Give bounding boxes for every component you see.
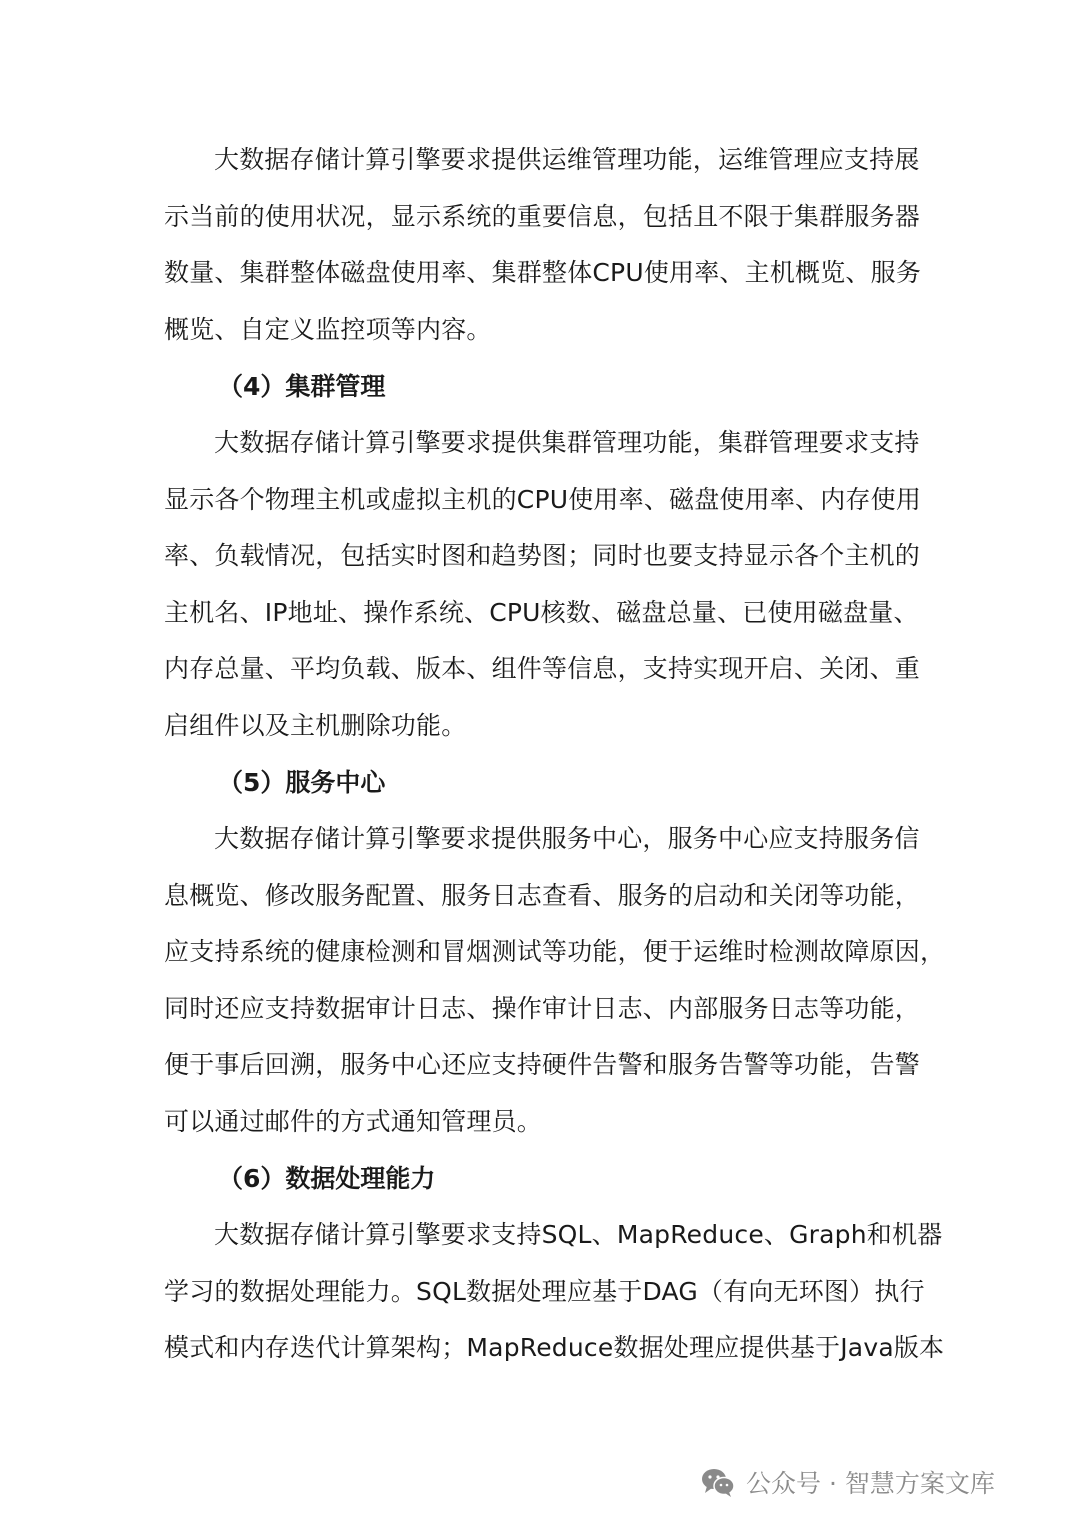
paragraph-line: 学习的数据处理能力。SQL数据处理应基于DAG（有向无环图）执行: [164, 1277, 925, 1306]
paragraph-line: 概览、自定义监控项等内容。: [164, 315, 492, 344]
paragraph-line: 主机名、IP地址、操作系统、CPU核数、磁盘总量、已使用磁盘量、: [164, 598, 919, 627]
paragraph-line: 大数据存储计算引擎要求提供运维管理功能，运维管理应支持展: [214, 145, 920, 174]
section-heading: （5）服务中心: [218, 768, 386, 797]
paragraph-line: 同时还应支持数据审计日志、操作审计日志、内部服务日志等功能，: [164, 994, 921, 1023]
paragraph-line: 应支持系统的健康检测和冒烟测试等功能，便于运维时检测故障原因，: [164, 937, 946, 966]
watermark: [700, 1462, 995, 1502]
paragraph-line: 模式和内存迭代计算架构；MapReduce数据处理应提供基于Java版本: [164, 1333, 945, 1362]
paragraph-line: 显示各个物理主机或虚拟主机的CPU使用率、磁盘使用率、内存使用: [164, 485, 922, 514]
paragraph-line: 息概览、修改服务配置、服务日志查看、服务的启动和关闭等功能，: [164, 881, 921, 910]
paragraph-line: 可以通过邮件的方式通知管理员。: [164, 1107, 543, 1136]
paragraph-line: 率、负载情况，包括实时图和趋势图；同时也要支持显示各个主机的: [164, 541, 921, 570]
section-heading: （4）集群管理: [218, 372, 386, 401]
watermark-text: 公众号 · 智慧方案文库: [746, 1469, 995, 1498]
paragraph-line: 启组件以及主机删除功能。: [164, 711, 467, 740]
paragraph-line: 便于事后回溯，服务中心还应支持硬件告警和服务告警等功能，告警: [164, 1050, 921, 1079]
paragraph-line: 内存总量、平均负载、版本、组件等信息，支持实现开启、关闭、重: [164, 654, 921, 683]
wechat-icon: [700, 1466, 736, 1498]
paragraph-line: 大数据存储计算引擎要求提供集群管理功能，集群管理要求支持: [214, 428, 920, 457]
section-heading: （6）数据处理能力: [218, 1164, 436, 1193]
paragraph-line: 大数据存储计算引擎要求支持SQL、MapReduce、Graph和机器: [214, 1220, 943, 1249]
paragraph-line: 示当前的使用状况，显示系统的重要信息，包括且不限于集群服务器: [164, 202, 921, 231]
paragraph-line: 数量、集群整体磁盘使用率、集群整体CPU使用率、主机概览、服务: [164, 258, 922, 287]
paragraph-line: 大数据存储计算引擎要求提供服务中心，服务中心应支持服务信: [214, 824, 920, 853]
